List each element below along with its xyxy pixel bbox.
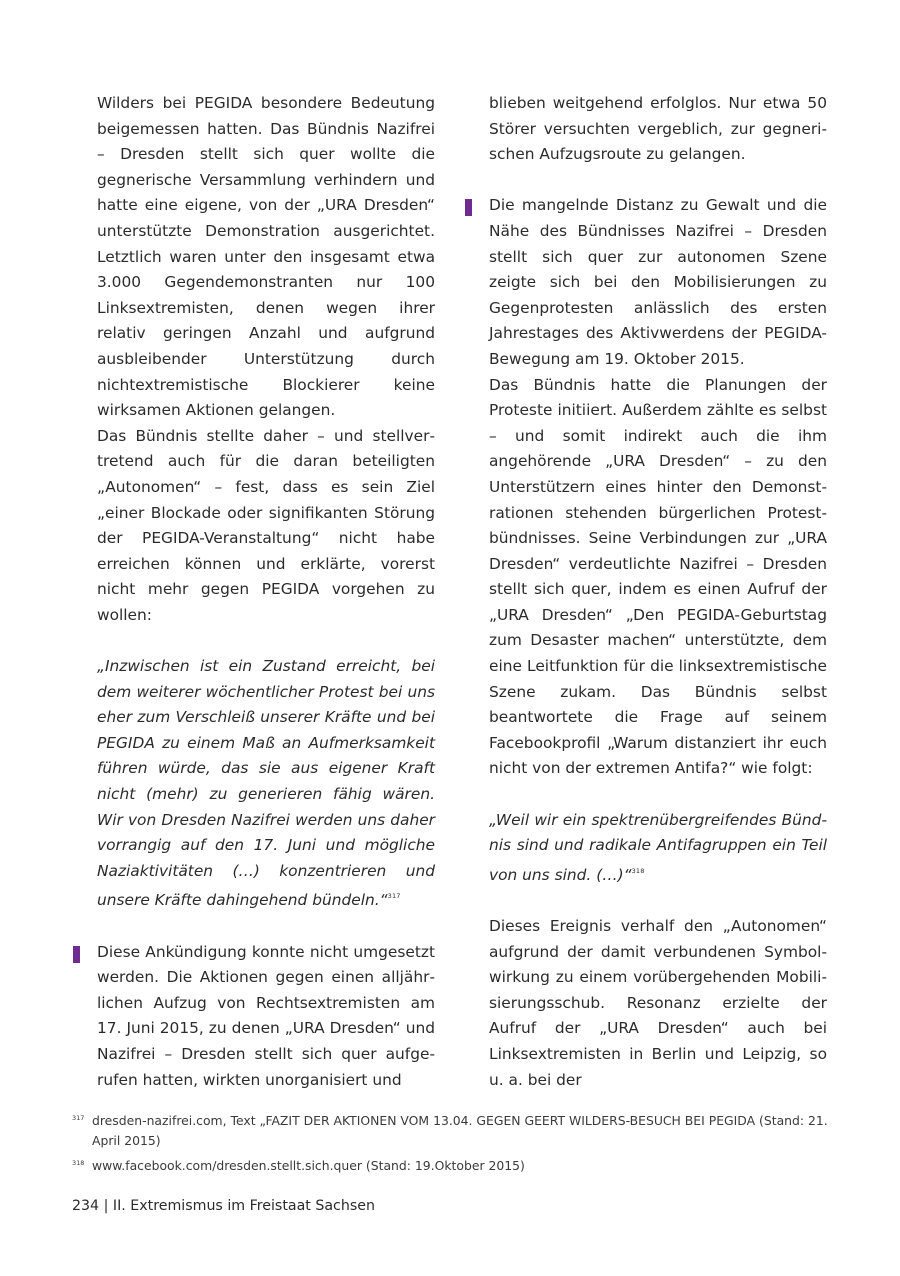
- body-paragraph-text: Die mangelnde Distanz zu Gewalt und die Nähe des Bündnisses Nazifrei – Dresden stellt sich quer zur autonomen Szene zeigte sich bei den Mobilisierungen zu Gegenprotesten anlässlich des ersten Jahrestages des Aktivwerdens der PEGIDA-Bewegung am 19. Oktober 2015.: [489, 196, 827, 368]
- footnote-number: 317: [72, 1114, 85, 1122]
- quote-text: „Inzwischen ist ein Zustand erreicht, bei dem weiterer wöchentlicher Protest bei uns eher zum Verschleiß unserer Kräfte und bei PEGIDA zu einem Maß an Aufmerksamkeit führen würde, das sie aus eigener Kraft nicht (mehr) zu generieren fähig wären. Wir von Dresden Nazifrei werden uns daher vorrangig auf den 17. Juni und mögliche Naziaktivitäten (…) konzentrieren und unsere Kräfte dahingehend bündeln.“: [97, 657, 435, 910]
- footnote-number: 318: [72, 1159, 85, 1167]
- right-column: [489, 91, 827, 1093]
- marked-paragraph: [97, 940, 435, 1094]
- body-paragraph: Dieses Ereignis verhalf den „Autonomen“ aufgrund der damit verbundenen Symbolwirkung zu einem vorübergehenden Mobilisierungsschub. Resonanz erzielte der Aufruf der „URA Dresden“ auch bei Linksextremisten in Berlin und Leipzig, so u. a. bei der: [489, 917, 827, 1089]
- section-title: II. Extremismus im Freistaat Sachsen: [112, 1198, 375, 1214]
- footnote-text: www.facebook.com/dresden.stellt.sich.quer (Stand: 19.Oktober 2015): [92, 1158, 525, 1173]
- block-quote: [489, 808, 827, 889]
- footnote-reference: 317: [387, 892, 401, 901]
- page-footer: [72, 1198, 375, 1214]
- footnote-text: dresden-nazifrei.com, Text „FAZIT DER AKTIONEN VOM 13.04. GEGEN GEERT WILDERS-BESUCH BEI PEGIDA (Stand: 21. April 2015): [92, 1113, 828, 1148]
- body-paragraph-text: Diese Ankündigung konnte nicht umgesetzt werden. Die Aktionen gegen einen alljährlichen Aufzug von Rechtsextremisten am 17. Juni 2015, zu denen „URA Dresden“ und Nazifrei – Dresden stellt sich quer aufgerufen hatten, wirkten unorganisiert und: [97, 942, 435, 1089]
- body-paragraph: Wilders bei PEGIDA besondere Bedeutung beigemessen hatten. Das Bündnis Nazifrei – Dresden stellt sich quer wollte die gegnerische Versammlung verhindern und hatte eine eigene, von der „URA Dresden“ unterstützte Demonstration ausgerichtet. Letztlich waren unter den insgesamt etwa 3.000 Gegendemonstranten nur 100 Linksextremisten, denen wegen ihrer relativ geringen Anzahl und aufgrund ausbleibender Unterstützung durch nichtextremistische Blockierer keine wirksamen Aktionen gelangen.: [97, 94, 435, 420]
- footnotes: [72, 1111, 828, 1181]
- footnote-reference: 318: [631, 866, 645, 875]
- section-marker-icon: [465, 199, 472, 216]
- footer-separator: |: [103, 1198, 109, 1214]
- body-paragraph: Das Bündnis hatte die Planungen der Proteste initiiert. Außerdem zählte es selbst – und somit indirekt auch die ihm angehörende „URA Dresden“ – zu den Unterstützern eines hinter den Demonstrationen stehenden bürgerlichen Protestbündnisses. Seine Verbindungen zur „URA Dresden“ verdeutlichte Nazifrei – Dresden stellt sich quer, indem es einen Aufruf der „URA Dresden“ „Den PEGIDA-Geburtstag zum Desaster machen“ unterstützte, dem eine Leitfunktion für die linksextremistische Szene zukam. Das Bündnis selbst beantwortete die Frage auf seinem Facebookprofil „Warum distanziert ihr euch nicht von der extremen Antifa?“ wie folgt:: [489, 375, 827, 778]
- marked-paragraph: [489, 193, 827, 372]
- footnote: [72, 1156, 828, 1176]
- body-paragraph: Das Bündnis stellte daher – und stellvertretend auch für die daran beteiligten „Autonomen“ – fest, dass es sein Ziel „einer Blockade oder signifikanten Störung der PEGIDA-Veranstaltung“ nicht habe erreichen können und erklärte, vorerst nicht mehr gegen PEGIDA vorgehen zu wollen:: [97, 426, 435, 624]
- page-number: 234: [72, 1198, 100, 1214]
- left-column: [97, 91, 435, 1093]
- body-paragraph: blieben weitgehend erfolglos. Nur etwa 50 Störer versuchten vergeblich, zur gegnerischen Aufzugsroute zu gelangen.: [489, 94, 827, 164]
- block-quote: [97, 654, 435, 914]
- quote-text: „Weil wir ein spektrenübergreifendes Bündnis sind und radikale Antifagruppen ein Teil von uns sind. (…)“: [489, 810, 827, 884]
- footnote: [72, 1111, 828, 1151]
- section-marker-icon: [73, 946, 80, 963]
